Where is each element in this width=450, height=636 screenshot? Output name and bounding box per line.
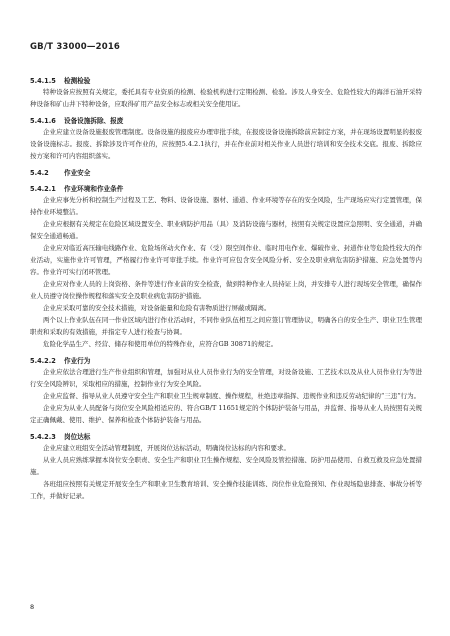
section-number: 5.4.2.3 [30,433,56,441]
paragraph: 各班组应按照有关规定开展安全生产和职业卫生教育培训、安全操作技能训练、岗位作业危险预知、作业现场隐患排查、事故分析等工作，并做好记录。 [30,480,422,500]
paragraph: 企业应建立班组安全活动管理制度，开展岗位达标活动，明确岗位达标的内容和要求。 [43,444,290,452]
section-title: 检测检验 [64,77,91,85]
section-block [30,184,422,350]
paragraph: 企业应采取可靠的安全技术措施，对设备能量和危险有害物质进行屏蔽或隔离。 [43,304,271,312]
section-title: 作业行为 [64,357,91,365]
section-block [30,76,422,110]
section-block [30,432,422,502]
standard-number: GB/T 33000—2016 [30,42,121,52]
paragraph: 企业应建立设备设施报废管理制度。设备设施的报废应办理审批手续，在报废设备设施拆除前应制定方案，并在现场设置明显的报废设备设施标志。报废、拆除涉及许可作业的，应按照5.4.2.1执行，并在作业前对相关作业人员进行培训和安全技术交底。报废、拆除应按方案和许可内容组织落实。 [30,128,422,160]
paragraph: 企业应对临近高压输电线路作业、危险场所动火作业、有（受）限空间作业、临时用电作业、爆破作业、封道作业等危险性较大的作业活动，实施作业许可管理，严格履行作业许可审批手续。作业许可应包含安全风险分析、安全及职业病危害防护措施、应急处置等内容。作业许可实行闭环管理。 [30,244,422,276]
paragraph: 两个以上作业队伍在同一作业区域内进行作业活动时，不同作业队伍相互之间应签订管理协议，明确各自的安全生产、职业卫生管理职责和采取的有效措施，并指定专人进行检查与协调。 [30,316,422,336]
section-title: 作业环境和作业条件 [64,185,124,193]
paragraph: 从业人员应熟练掌握本岗位安全职责、安全生产和职业卫生操作规程、安全风险及管控措施、防护用品使用、自救互救及应急处置措施。 [30,456,422,476]
paragraph: 企业应事先分析和控制生产过程及工艺、物料、设备设施、器材、通道、作业环境等存在的安全风险，生产现场应实行定置管理，保持作业环境整洁。 [30,196,422,216]
paragraph: 危险化学品生产、经营、储存和使用单位的特殊作业，应符合GB 30871的规定。 [43,340,278,348]
paragraph: 企业应监督、指导从业人员遵守安全生产和职业卫生规章制度、操作规程，杜绝违章指挥、违规作业和违反劳动纪律的“三违”行为。 [43,392,421,400]
section-heading [30,184,422,194]
section-heading [30,116,422,126]
section-block [30,356,422,426]
section-number: 5.4.1.6 [30,117,56,125]
section-number: 5.4.2.2 [30,357,56,365]
section-title: 岗位达标 [64,433,91,441]
section-number: 5.4.1.5 [30,77,56,85]
paragraph: 企业应为从业人员配备与岗位安全风险相适应的、符合GB/T 11651规定的个体防护装备与用品，并监督、指导从业人员按照有关规定正确佩戴、使用、维护、保养和检查个体防护装备与用品。 [30,404,422,424]
paragraph: 企业应对作业人员的上岗资格、条件等进行作业前的安全检查，做到特种作业人员持证上岗，并安排专人进行现场安全管理，确保作业人员遵守岗位操作规程和落实安全及职业病危害防护措施。 [30,280,422,300]
paragraph: 企业应根据有关规定在危险区域设置安全、职业病防护用品（具）及消防设施与器材，按照有关规定设置应急照明、安全通道，并确保安全通道畅通。 [30,220,422,240]
section-heading [30,76,422,86]
page-content [30,70,422,506]
section-title: 设备设施拆除、报废 [64,117,124,125]
section-block [30,116,422,162]
section-number: 5.4.2 [30,169,49,177]
paragraph: 特种设备应按照有关规定，委托具有专业资质的检测、检验机构进行定期检测、检验。涉及人身安全、危险性较大的海洋石油开采特种设备和矿山井下特种设备，应取得矿用产品安全标志或相关安全使用证。 [30,88,422,108]
paragraph: 企业应依法合理进行生产作业组织和管理，加强对从业人员作业行为的安全管理，对设备设施、工艺技术以及从业人员作业行为等进行安全风险辨识，采取相应的措施，控制作业行为安全风险。 [30,368,422,388]
section-heading [30,356,422,366]
section-number: 5.4.2.1 [30,185,56,193]
section-heading [30,432,422,442]
section-block [30,168,422,178]
section-title: 作业安全 [64,169,91,177]
page-number: 8 [30,603,35,611]
section-heading [30,168,422,178]
